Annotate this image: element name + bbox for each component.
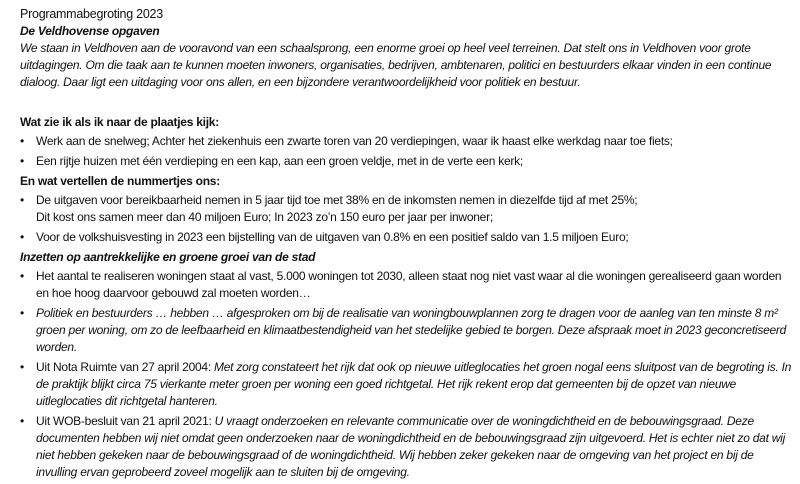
document-title: Programmabegroting 2023 [20,7,163,21]
bullet-icon: • [20,360,24,374]
bullet-icon: • [20,306,24,320]
section-heading-opgaven: De Veldhovense opgaven [20,24,160,38]
bullet-icon: • [20,193,24,207]
bullet-icon: • [20,134,24,148]
list-item: • Voor de volkshuisvesting in 2023 een bijstelling van de uitgaven van 0.8% en een positief saldo van 1.5 miljoen Euro; [20,230,629,244]
bullet-icon: • [20,154,24,168]
bullet-icon: • [20,230,24,244]
nummertjes-list [20,192,792,246]
plaatjes-list [20,133,792,170]
bullet-icon: • [20,269,24,283]
list-item: • Werk aan de snelweg; Achter het ziekenhuis een zwarte toren van 20 verdiepingen, waar ik haast elke werkdag naar toe fiets; [20,134,673,148]
list-item: • Het aantal te realiseren woningen staat al vast, 5.000 woningen tot 2030, alleen staat nog niet vast waar al die woningen gerealiseerd gaan worden en hoe hoog daarvoor gebouwd zal moeten worden… [20,269,782,300]
list-item: • Een rijtje huizen met één verdieping en een kap, aan een groen veldje, met in de verte een kerk; [20,154,523,168]
intro-paragraph: We staan in Veldhoven aan de vooravond van een schaalsprong, een enorme groei op heel veel terreinen. Dat stelt ons in Veldhoven voor grote uitdagingen. Om die taak aan te kunnen moeten inwoners, organisaties, bedrijven, ambtenaren, politici en bestuurders elkaar vinden in een continue dialoog. Daar ligt een uitdaging voor ons allen, en een bijzondere verantwoordelijkheid voor politiek en bestuur. [20,41,772,89]
list-item: • De uitgaven voor bereikbaarheid nemen in 5 jaar tijd toe met 38% en de inkomsten nemen in diezelfde tijd af met 25%; Dit kost ons samen meer dan 40 miljoen Euro; In 2023 zo’n 150 euro per jaar per inwoner; [20,193,638,224]
document-page [20,6,792,484]
list-item: • Uit Nota Ruimte van 27 april 2004: Met zorg constateert het rijk dat ook op nieuwe uitleglocaties het groen nogal eens sluitpost van de begroting is. In de praktijk blijkt circa 75 vierkante meter groen per woning een goed richtgetal. Het rijk rekent erop dat gemeenten bij de opzet van nieuwe uitleglocaties dit richtgetal hanteren. [20,360,792,408]
section-heading-plaatjes: Wat zie ik als ik naar de plaatjes kijk: [20,115,219,129]
list-item: • Politiek en bestuurders … hebben … afgesproken om bij de realisatie van woningbouwplannen zorg te dragen voor de aanleg van ten minste 8 m² groen per woning, om zo de leefbaarheid en klimaatbestendigheid van het stedelijke gebied te borgen. Deze afspraak moet in 2023 geconcretiseerd worden. [20,306,787,354]
list-item: • Uit WOB-besluit van 21 april 2021: U vraagt onderzoeken en relevante communicatie over de woningdichtheid en de bebouwingsgraad. Deze documenten hebben wij niet omdat geen onderzoeken naar de woningdichtheid en de bebouwingsgraad zijn uitgevoerd. Het is echter niet zo dat wij niet hebben gekeken naar de bebouwingsgraad of de woningdichtheid. Wij hebben zeker gekeken naar de omgeving van het project en bij de invulling ervan geprobeerd zoveel mogelijk aan te sluiten bij de omgeving. [20,414,786,479]
bullet-icon: • [20,414,24,428]
section-heading-nummertjes: En wat vertellen de nummertjes ons: [20,174,220,188]
groei-list [20,268,792,481]
section-heading-groei: Inzetten op aantrekkelijke en groene groei van de stad [20,250,316,264]
